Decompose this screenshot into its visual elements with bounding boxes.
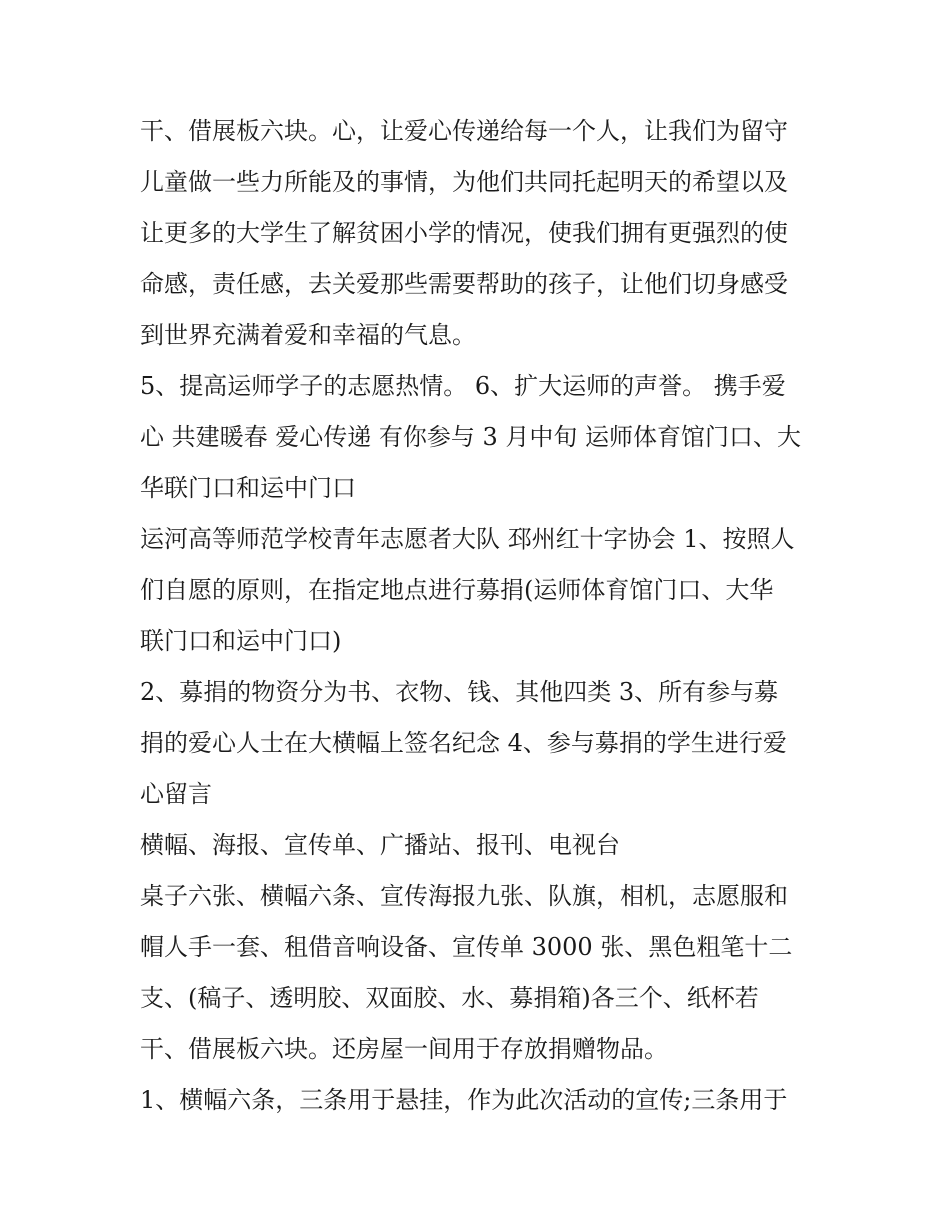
text-line: 帽人手一套、租借音响设备、宣传单 3000 张、黑色粗笔十二	[140, 933, 793, 961]
text-line: 捐的爱心人士在大横幅上签名纪念 4、参与募捐的学生进行爱	[140, 729, 787, 757]
text-line: 华联门口和运中门口	[140, 474, 356, 502]
text-line: 命感，责任感，去关爱那些需要帮助的孩子，让他们切身感受	[140, 270, 788, 298]
text-line: 干、借展板六块。还房屋一间用于存放捐赠物品。	[140, 1035, 668, 1063]
text-line: 干、借展板六块。心，让爱心传递给每一个人，让我们为留守	[140, 117, 788, 145]
text-line: 心 共建暖春 爱心传递 有你参与 3 月中旬 运师体育馆门口、大	[140, 423, 802, 451]
text-line: 心留言	[140, 780, 212, 808]
text-line: 让更多的大学生了解贫困小学的情况，使我们拥有更强烈的使	[140, 219, 788, 247]
text-line: 桌子六张、横幅六条、宣传海报九张、队旗，相机，志愿服和	[140, 882, 788, 910]
text-line: 儿童做一些力所能及的事情，为他们共同托起明天的希望以及	[140, 168, 788, 196]
text-line: 5、提高运师学子的志愿热情。 6、扩大运师的声誉。 携手爱	[140, 372, 786, 400]
text-line: 运河高等师范学校青年志愿者大队 邳州红十字协会 1、按照人	[140, 525, 795, 553]
text-line: 支、(稿子、透明胶、双面胶、水、募捐箱)各三个、纸杯若	[140, 984, 759, 1012]
text-line: 2、募捐的物资分为书、衣物、钱、其他四类 3、所有参与募	[140, 678, 779, 706]
text-line: 们自愿的原则，在指定地点进行募捐(运师体育馆门口、大华	[140, 576, 774, 604]
document-body	[140, 106, 830, 1126]
text-line: 联门口和运中门口)	[140, 627, 342, 655]
text-line: 到世界充满着爱和幸福的气息。	[140, 321, 476, 349]
text-line: 1、横幅六条，三条用于悬挂，作为此次活动的宣传;三条用于	[140, 1086, 788, 1114]
text-line: 横幅、海报、宣传单、广播站、报刊、电视台	[140, 831, 620, 859]
